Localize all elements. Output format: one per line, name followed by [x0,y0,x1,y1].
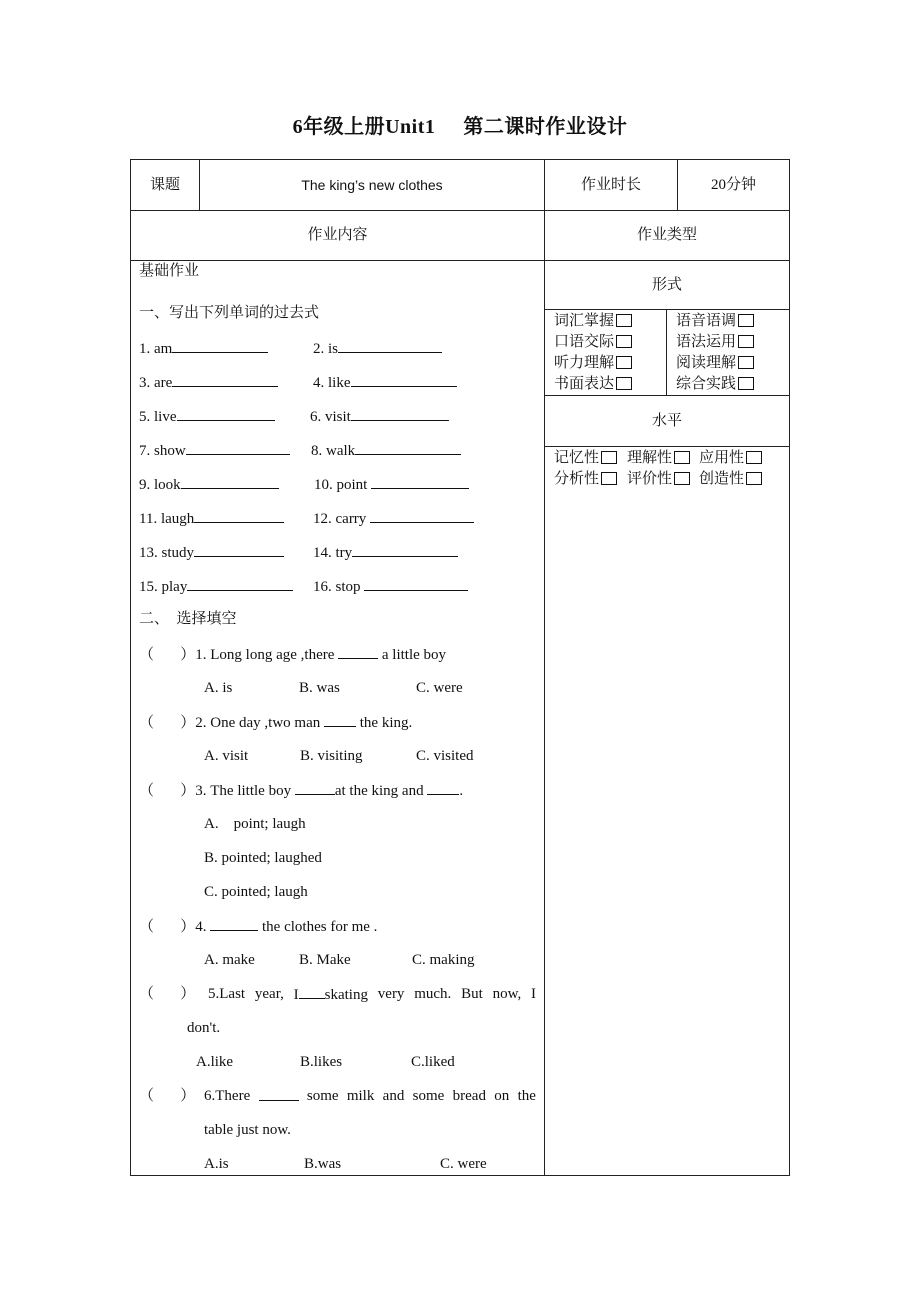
answer-blank[interactable] [299,984,325,999]
answer-blank[interactable] [351,406,449,421]
answer-blank[interactable] [370,508,474,523]
word-item: 7. show [139,440,290,461]
word-item: 3. are [139,372,278,393]
type-line-level [544,446,790,447]
word-item: 14. try [313,542,458,563]
answer-blank[interactable] [172,372,278,387]
answer-blank[interactable] [187,576,293,591]
form-heading: 形式 [651,277,682,293]
question-4: （ ）4. the clothes for me . [139,916,377,937]
checkbox[interactable] [616,314,632,327]
word-item: 16. stop [313,576,468,597]
checkbox[interactable] [601,472,617,485]
option[interactable]: A. visit [204,748,249,764]
part1-heading: 一、写出下列单词的过去式 [139,305,320,321]
level-item-analysis: 分析性 [554,469,617,489]
word-item: 15. play [139,576,293,597]
checkbox[interactable] [674,451,690,464]
question-6-stem: 6.There some milk and some bread on the [204,1088,536,1104]
form-item-reading: 阅读理解 [676,353,754,373]
answer-blank[interactable] [295,780,335,795]
table-border-left [130,159,131,1176]
answer-blank[interactable] [355,440,461,455]
option[interactable]: A.like [196,1054,234,1070]
option[interactable]: C.liked [411,1054,455,1070]
column-type-heading: 作业类型 [636,227,697,243]
form-item-practice: 综合实践 [676,374,754,394]
answer-blank[interactable] [177,406,275,421]
answer-blank[interactable] [338,338,442,353]
answer-parentheses[interactable]: （ ） [139,919,196,935]
word-item: 13. study [139,542,284,563]
word-item: 1. am [139,338,268,359]
answer-blank[interactable] [186,440,290,455]
form-item-speaking: 口语交际 [554,332,632,352]
word-item: 11. laugh [139,508,284,529]
duration-value: 20分钟 [710,177,756,193]
word-item: 9. look [139,474,279,495]
option[interactable]: C. making [412,952,475,968]
form-item-grammar: 语法运用 [676,332,754,352]
checkbox[interactable] [616,335,632,348]
option[interactable]: C. pointed; laugh [204,884,308,900]
checkbox[interactable] [738,356,754,369]
topic-label: 课题 [149,177,180,193]
page-title [0,110,920,139]
answer-blank[interactable] [194,508,284,523]
option[interactable]: C. visited [416,748,474,764]
answer-blank[interactable] [181,474,279,489]
question-6-stem-cont: table just now. [204,1122,291,1138]
type-divider-form [666,309,667,395]
option[interactable]: B. was [299,680,340,696]
option[interactable]: B. visiting [300,748,363,764]
word-item: 8. walk [311,440,461,461]
part2-heading: 二、 选择填空 [139,611,237,627]
question-5-stem: 5.Last year, I skating very much. But now, I [208,986,536,1003]
table-divider-main [544,159,545,1176]
option[interactable]: B.was [304,1156,342,1172]
checkbox[interactable] [616,377,632,390]
option[interactable]: A. point; laugh [204,816,306,832]
table-row-line-2 [130,260,790,261]
answer-blank[interactable] [210,916,258,931]
title-lesson: 第二课时作业设计 [463,116,628,138]
option[interactable]: C. were [416,680,463,696]
title-grade: 6年级上册Unit1 [292,116,436,138]
column-content-heading: 作业内容 [307,227,368,243]
level-item-evaluation: 评价性 [627,469,690,489]
answer-blank[interactable] [194,542,284,557]
checkbox[interactable] [738,314,754,327]
answer-blank[interactable] [259,1086,299,1101]
answer-blank[interactable] [364,576,468,591]
level-item-creation: 创造性 [699,469,762,489]
answer-blank[interactable] [371,474,469,489]
question-3: （ ）3. The little boy at the king and . [139,780,463,801]
word-item: 2. is [313,338,442,359]
topic-value: The king’s new clothes [301,177,443,193]
section-basic-heading: 基础作业 [139,263,200,279]
word-item: 5. live [139,406,275,427]
answer-parentheses[interactable]: （ ） [139,986,196,1002]
checkbox[interactable] [746,451,762,464]
level-item-application: 应用性 [699,448,762,468]
question-5-stem-cont: don't. [187,1020,221,1036]
checkbox[interactable] [746,472,762,485]
word-item: 6. visit [310,406,449,427]
option[interactable]: B. pointed; laughed [204,850,322,866]
table-border-top [130,159,790,160]
level-heading: 水平 [651,413,682,429]
checkbox[interactable] [738,335,754,348]
answer-blank[interactable] [351,372,457,387]
option[interactable]: A.is [204,1156,229,1172]
answer-blank[interactable] [352,542,458,557]
answer-blank[interactable] [338,644,378,659]
level-item-understanding: 理解性 [627,448,690,468]
word-item: 4. like [313,372,457,393]
checkbox[interactable] [616,356,632,369]
option[interactable]: B. Make [299,952,351,968]
answer-parentheses[interactable]: （ ） [139,715,196,731]
answer-blank[interactable] [427,780,459,795]
form-item-vocabulary: 词汇掌握 [554,311,632,331]
option[interactable]: A. is [204,680,233,696]
answer-parentheses[interactable]: （ ） [139,647,196,663]
answer-parentheses[interactable]: （ ） [139,1088,196,1104]
table-row-line-1 [130,210,790,211]
question-2: （ ）2. One day ,two man the king. [139,712,412,733]
question-1: （ ）1. Long long age ,there a little boy [139,644,446,665]
form-item-listening: 听力理解 [554,353,632,373]
option[interactable]: C. were [440,1156,487,1172]
word-item: 12. carry [313,508,474,529]
option[interactable]: B.likes [300,1054,343,1070]
checkbox[interactable] [674,472,690,485]
duration-label: 作业时长 [580,177,641,193]
answer-parentheses[interactable]: （ ） [139,783,196,799]
answer-blank[interactable] [172,338,268,353]
table-border-right [789,159,790,1176]
checkbox[interactable] [601,451,617,464]
form-item-pronunciation: 语音语调 [676,311,754,331]
word-item: 10. point [314,474,469,495]
form-item-writing: 书面表达 [554,374,632,394]
answer-blank[interactable] [324,712,356,727]
checkbox[interactable] [738,377,754,390]
type-line-form [544,309,790,310]
type-line-level-top [544,395,790,396]
option[interactable]: A. make [204,952,255,968]
level-item-memory: 记忆性 [554,448,617,468]
table-border-bottom [130,1175,790,1176]
